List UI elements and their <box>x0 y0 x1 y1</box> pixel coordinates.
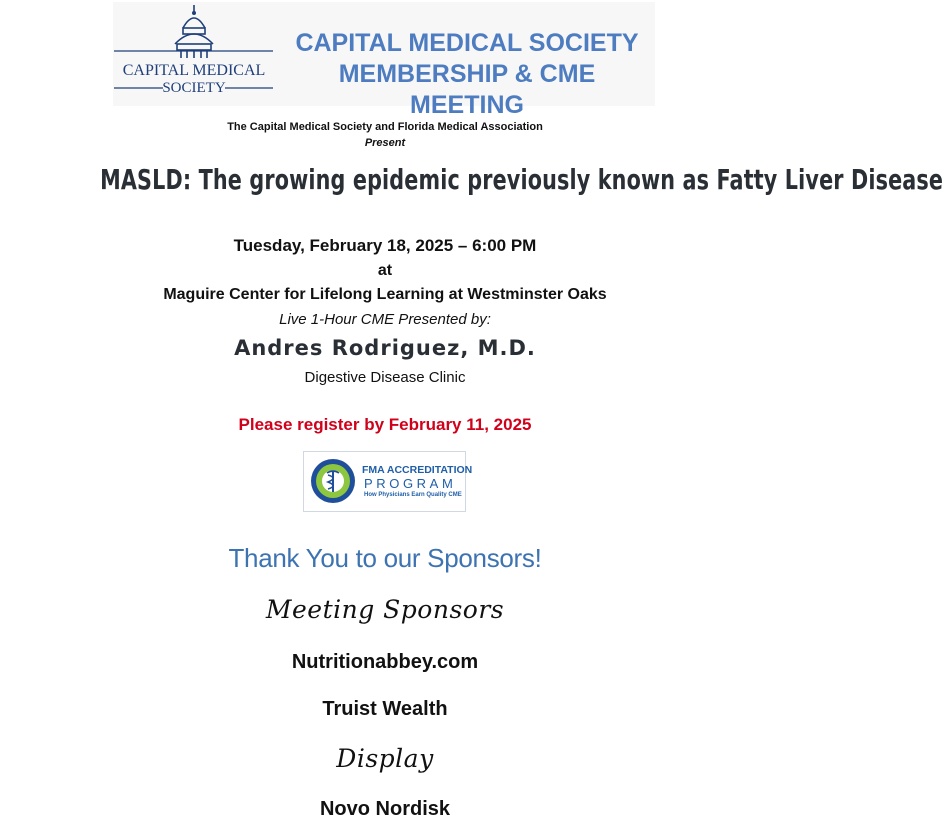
event-datetime: Tuesday, February 18, 2025 – 6:00 PM <box>233 236 537 255</box>
speaker-name: Andres Rodriguez, M.D. <box>234 336 536 360</box>
fma-accreditation-badge <box>303 451 473 512</box>
register-deadline: Please register by February 11, 2025 <box>238 415 532 434</box>
sponsor-item: Novo Nordisk <box>319 798 451 820</box>
event-venue: Maguire Center for Lifelong Learning at Westminster Oaks <box>163 286 607 303</box>
capital-medical-society-logo <box>113 2 275 106</box>
header-banner <box>113 2 655 119</box>
event-at: at <box>377 262 393 279</box>
event-title: MASLD: The growing epidemic previously known as Fatty Liver Disease <box>100 163 943 196</box>
display-sponsors-label: Display <box>336 744 434 773</box>
sponsor-item: Truist Wealth <box>322 698 448 720</box>
banner-title-line1: CAPITAL MEDICAL SOCIETY <box>295 29 639 57</box>
fma-line1: FMA ACCREDITATION <box>362 464 473 476</box>
sponsors-heading: Thank You to our Sponsors! <box>228 543 542 573</box>
logo-line2: SOCIETY <box>162 80 226 96</box>
fma-caduceus-icon <box>310 458 356 504</box>
sponsor-item: Nutritionabbey.com <box>291 651 479 673</box>
present-line: Present <box>364 137 406 149</box>
presented-by: Live 1-Hour CME Presented by: <box>279 311 491 328</box>
logo-line1: CAPITAL MEDICAL <box>122 62 266 79</box>
meeting-sponsors-label: Meeting Sponsors <box>265 595 505 624</box>
presenters-line: The Capital Medical Society and Florida Medical Association <box>227 121 543 133</box>
fma-line2: PROGRAM <box>364 476 457 491</box>
banner-title-line2: MEMBERSHIP & CME MEETING <box>338 60 596 119</box>
banner-title <box>281 28 653 121</box>
fma-line3: How Physicians Earn Quality CME <box>364 492 462 498</box>
speaker-affiliation: Digestive Disease Clinic <box>304 369 466 386</box>
